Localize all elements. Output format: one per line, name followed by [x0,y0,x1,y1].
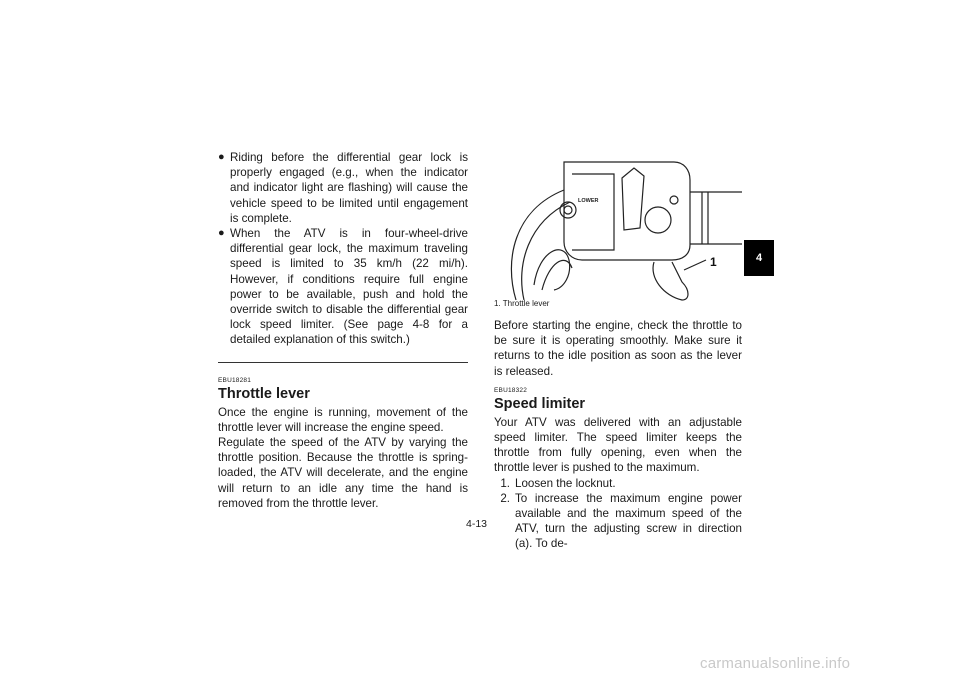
paragraph: Regulate the speed of the ATV by varying the throttle position. Because the throttle is spring-loaded, the ATV will decelerate, and the engine will return to an idle any time the hand is removed from the throttle lever. [218,436,468,510]
bullet-icon: ● [218,227,225,240]
adjuster-knob [560,202,576,218]
step-text: Loosen the locknut. [515,476,616,490]
paragraph: Before starting the engine, check the throttle to be sure it is operating smoothly. Make sure it returns to the idle position as soon as the lever is released. [494,319,742,378]
right-column [494,318,742,552]
cable-loop [542,260,572,290]
section-divider [218,362,468,363]
section-title: Speed limiter [494,395,586,412]
section-title: Throttle lever [218,385,310,402]
bullet-text: When the ATV is in four-wheel-drive differential gear lock, the maximum traveling speed is limited to 35 km/h (22 mi/h). However, if conditions require full engine power to be available, push and hold the override switch to disable the differential gear lock speed limiter. (See page 4-8 for a detailed explanation of this switch.) [230,227,468,347]
page-number: 4-13 [466,518,488,530]
switch-housing [564,162,690,260]
callout-number: 1 [710,255,717,269]
throttle-lever-illustration [494,150,742,305]
cable-line [511,190,564,300]
figure-caption: 1. Throttle lever [494,299,550,308]
paragraph: Your ATV was delivered with an adjustable speed limiter. The speed limiter keeps the throttle from fully opening, even when the throttle lever is pushed to the maximum. [494,415,742,475]
housing-panel [572,174,614,250]
handlebar-drawing [494,150,742,305]
cable-loop [534,250,570,290]
lower-label: LOWER [578,198,599,204]
watermark: carmanualsonline.info [700,655,851,672]
paragraph: Once the engine is running, movement of the throttle lever will increase the engine speed. [218,405,468,434]
section-code: EBU18322 [494,386,528,394]
bullet-item [218,150,468,226]
step-text: To increase the maximum engine power available and the maximum speed of the ATV, turn the adjusting screw in direction (a). To de- [515,491,742,551]
left-column [218,150,468,511]
list-item [494,476,742,491]
bullet-text: Riding before the differential gear lock is properly engaged (e.g., when the indicator and indicator light are flashing) will cause the vehicle speed to be limited until engagement is complete. [230,151,468,225]
lock-lever [622,168,644,230]
list-item [494,491,742,552]
indicator-dial [645,207,671,233]
bullet-icon: ● [218,151,225,163]
section-code: EBU18281 [218,376,252,384]
bullet-item [218,226,468,348]
step-number: 1. [500,476,510,490]
throttle-lever-shape [653,262,688,300]
handle-grip [690,192,742,244]
chapter-tab: 4 [744,240,774,276]
step-number: 2. [500,491,510,505]
